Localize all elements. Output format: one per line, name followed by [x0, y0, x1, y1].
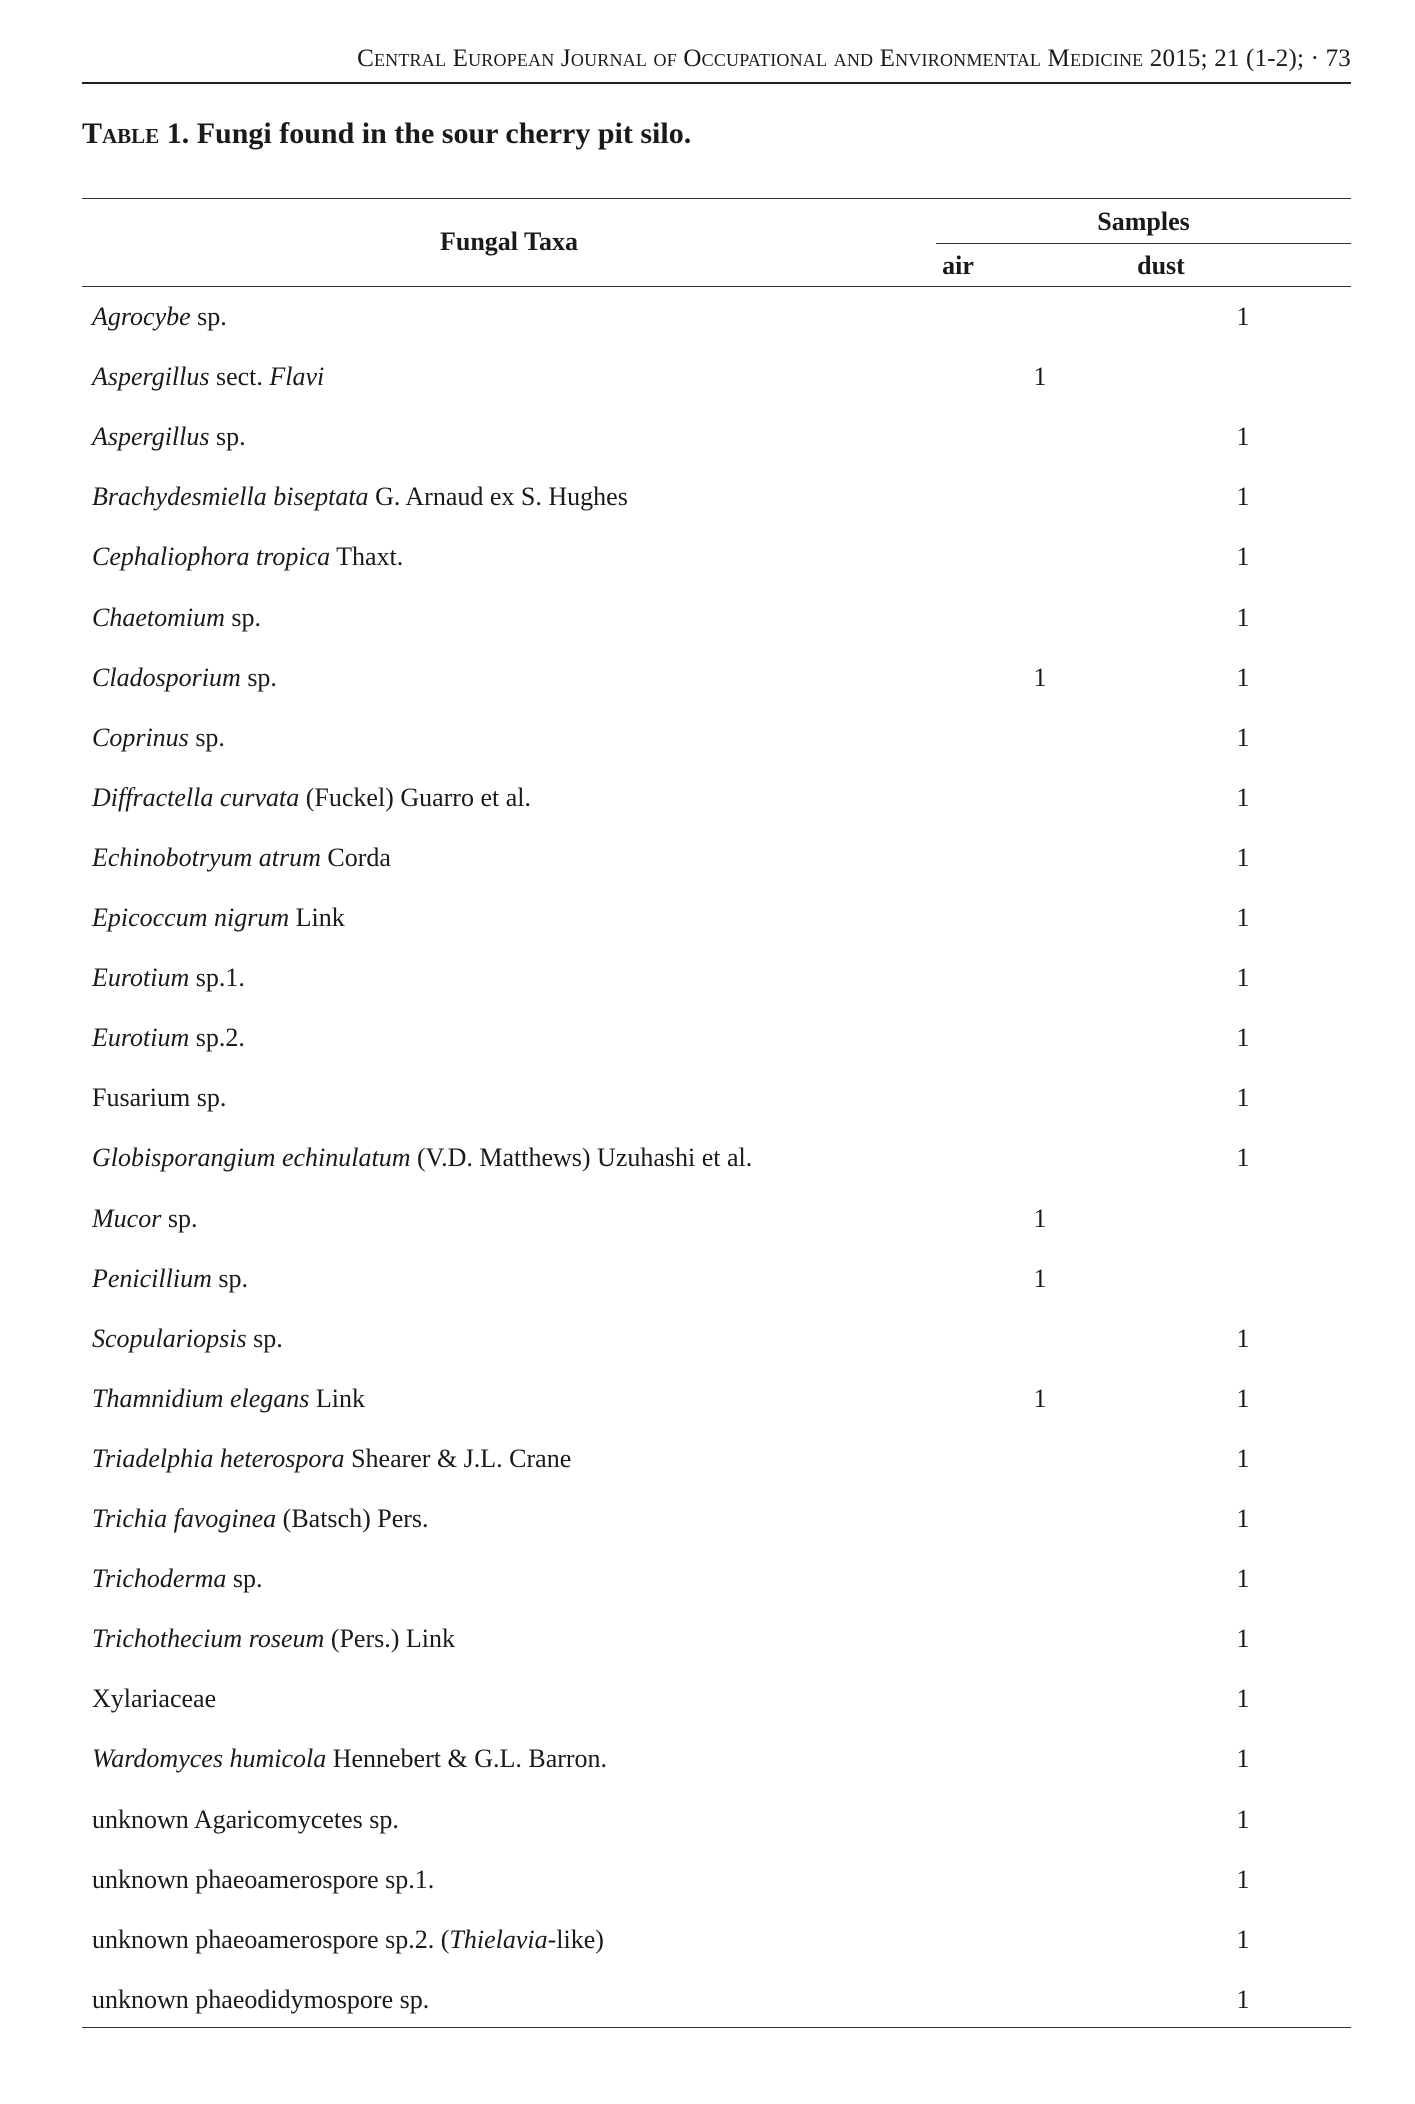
- taxon-cell: [92, 1504, 429, 1534]
- taxon-name-italic: Flavi: [269, 362, 325, 392]
- table-row: [82, 528, 1351, 588]
- dust-cell: 1: [1236, 602, 1250, 632]
- taxon-text: sp.: [211, 1263, 248, 1293]
- taxon-text: sp.2.: [189, 1023, 245, 1053]
- table-row: [82, 889, 1351, 949]
- taxon-cell: [92, 422, 246, 452]
- taxon-name-italic: Globisporangium echinulatum: [92, 1143, 411, 1173]
- taxon-text: Link: [289, 903, 345, 932]
- table-row: [82, 1730, 1351, 1790]
- taxon-cell: [92, 1985, 429, 2015]
- dust-cell: 1: [1236, 1323, 1250, 1353]
- table-row: [82, 589, 1351, 649]
- table-row: [82, 829, 1351, 889]
- taxon-text: sect.: [209, 362, 270, 392]
- dust-cell: 1: [1236, 422, 1250, 452]
- table-row: [82, 348, 1351, 408]
- dust-cell: 1: [1236, 1083, 1250, 1113]
- taxon-text: unknown phaeoamerospore sp.1.: [92, 1864, 435, 1894]
- taxon-text: (Batsch) Pers.: [276, 1504, 429, 1533]
- table-row: [82, 1490, 1351, 1550]
- table-row: [82, 1190, 1351, 1250]
- taxon-text: Xylariaceae: [92, 1684, 217, 1714]
- samples-underline-rule: [936, 243, 1351, 244]
- taxon-text: sp.: [190, 302, 227, 331]
- table-row: [82, 288, 1351, 348]
- taxon-cell: [92, 903, 345, 933]
- column-header-taxa: Fungal Taxa: [439, 227, 578, 256]
- taxon-cell: [92, 482, 628, 512]
- dust-cell: 1: [1236, 1143, 1250, 1173]
- taxon-name-italic: Echinobotryum atrum: [92, 842, 321, 872]
- taxon-text: sp.: [226, 1564, 263, 1594]
- taxon-cell: [92, 1023, 245, 1053]
- dust-cell: 1: [1236, 842, 1250, 872]
- taxon-text: sp.: [224, 602, 262, 632]
- taxon-text: Shearer & J.L. Crane: [344, 1443, 572, 1473]
- table-row: [82, 1310, 1351, 1370]
- taxon-name-italic: Brachydesmiella biseptata: [92, 482, 369, 512]
- dust-cell: 1: [1236, 1864, 1250, 1894]
- taxon-text: Fusarium sp.: [92, 1083, 227, 1113]
- taxon-cell: [92, 542, 403, 572]
- taxon-text: unknown Agaricomycetes sp.: [92, 1804, 399, 1834]
- dust-cell: 1: [1236, 1804, 1250, 1834]
- taxon-cell: [92, 1624, 455, 1654]
- taxon-name-italic: Aspergillus: [92, 422, 210, 452]
- dust-cell: 1: [1236, 903, 1250, 932]
- dust-cell: 1: [1236, 1504, 1250, 1533]
- taxon-cell: [92, 302, 227, 332]
- taxon-text: unknown phaeodidymospore sp.: [92, 1984, 430, 2014]
- dust-cell: 1: [1236, 1984, 1250, 2014]
- running-head: Central European Journal of Occupational and Environmental Medicine 2015; 21 (1-2); · 73: [82, 44, 1351, 84]
- taxon-text: (Fuckel) Guarro et al.: [299, 782, 531, 812]
- dust-cell: 1: [1236, 1383, 1250, 1413]
- taxon-text: G. Arnaud ex S. Hughes: [368, 482, 628, 512]
- header-bottom-rule: [82, 286, 1351, 287]
- taxon-name-italic: Trichoderma: [92, 1564, 227, 1594]
- table-row: [82, 649, 1351, 709]
- taxon-cell: [92, 603, 261, 633]
- table-row: [82, 468, 1351, 528]
- taxon-name-italic: Mucor: [92, 1203, 162, 1233]
- taxon-cell: [92, 963, 245, 993]
- table-top-rule: [82, 198, 1351, 199]
- taxon-name-italic: Chaetomium: [92, 602, 225, 632]
- taxon-cell: [92, 1264, 248, 1294]
- table-row: [82, 1550, 1351, 1610]
- taxon-cell: [92, 362, 324, 392]
- table-row: [82, 769, 1351, 829]
- table-row: [82, 1129, 1351, 1189]
- taxon-cell: [92, 1564, 262, 1594]
- dust-cell: 1: [1236, 542, 1250, 572]
- table-row: [82, 1670, 1351, 1730]
- taxon-cell: [92, 1744, 607, 1774]
- taxon-cell: [92, 1925, 604, 1955]
- dust-cell: 1: [1236, 302, 1250, 331]
- taxon-cell: [92, 1384, 365, 1414]
- taxon-name-italic: Coprinus: [92, 722, 189, 752]
- dust-cell: 1: [1236, 722, 1250, 752]
- taxon-text: unknown phaeoamerospore sp.2. (: [92, 1924, 450, 1954]
- air-cell: 1: [1033, 662, 1047, 692]
- taxon-text: Link: [309, 1383, 365, 1413]
- taxon-text: (V.D. Matthews) Uzuhashi et al.: [410, 1143, 753, 1173]
- taxon-name-italic: Epicoccum nigrum: [92, 903, 290, 932]
- taxon-name-italic: Diffractella curvata: [92, 782, 300, 812]
- taxon-name-italic: Penicillium: [92, 1263, 212, 1293]
- taxon-name-italic: Wardomyces humicola: [92, 1744, 327, 1774]
- taxon-cell: [92, 1865, 434, 1895]
- taxon-text: sp.: [240, 662, 277, 692]
- taxon-name-italic: Agrocybe: [92, 302, 191, 331]
- table-row: [82, 1069, 1351, 1129]
- taxon-name-italic: Cladosporium: [92, 662, 241, 692]
- dust-cell: 1: [1236, 782, 1250, 812]
- taxon-cell: [92, 1083, 226, 1113]
- table-row: [82, 709, 1351, 769]
- table-row: [82, 949, 1351, 1009]
- taxon-text: Thaxt.: [330, 542, 404, 572]
- taxon-cell: [92, 1204, 197, 1234]
- taxon-cell: [92, 1684, 216, 1714]
- column-header-samples: Samples: [1097, 207, 1190, 236]
- taxon-text: (Pers.) Link: [324, 1624, 456, 1654]
- table-row: [82, 1370, 1351, 1430]
- taxon-cell: [92, 723, 225, 753]
- taxon-cell: [92, 1324, 283, 1354]
- taxon-cell: [92, 843, 391, 873]
- taxon-text: Corda: [320, 842, 391, 872]
- table-row: [82, 1851, 1351, 1911]
- taxon-text: sp.1.: [189, 963, 245, 993]
- taxon-text: -like): [547, 1924, 604, 1954]
- table-row: [82, 1009, 1351, 1069]
- taxon-text: sp.: [161, 1203, 198, 1233]
- column-header-dust: dust: [1137, 251, 1185, 280]
- taxon-name-italic: Thielavia: [449, 1924, 548, 1954]
- taxon-name-italic: Trichothecium roseum: [92, 1624, 325, 1654]
- taxon-name-italic: Thamnidium elegans: [92, 1383, 310, 1413]
- air-cell: 1: [1033, 1203, 1047, 1233]
- table-caption: [82, 117, 691, 151]
- column-header-air: air: [942, 251, 974, 280]
- taxon-cell: [92, 1444, 571, 1474]
- dust-cell: 1: [1236, 1924, 1250, 1954]
- dust-cell: 1: [1236, 662, 1250, 692]
- taxon-cell: [92, 1805, 399, 1835]
- taxon-text: Hennebert & G.L. Barron.: [326, 1744, 608, 1774]
- taxon-name-italic: Triadelphia heterospora: [92, 1443, 345, 1473]
- table-row: [82, 408, 1351, 468]
- table-row: [82, 1250, 1351, 1310]
- taxon-name-italic: Aspergillus: [92, 362, 210, 392]
- taxon-cell: [92, 783, 531, 813]
- table-row: [82, 1911, 1351, 1971]
- dust-cell: 1: [1236, 963, 1250, 993]
- dust-cell: 1: [1236, 1564, 1250, 1594]
- air-cell: 1: [1033, 362, 1047, 392]
- dust-cell: 1: [1236, 1624, 1250, 1654]
- air-cell: 1: [1033, 1383, 1047, 1413]
- air-cell: 1: [1033, 1263, 1047, 1293]
- dust-cell: 1: [1236, 482, 1250, 512]
- taxon-name-italic: Eurotium: [92, 1023, 190, 1053]
- taxon-name-italic: Scopulariopsis: [92, 1323, 247, 1353]
- table-caption-title: Fungi found in the sour cherry pit silo.: [189, 117, 692, 150]
- taxon-name-italic: Eurotium: [92, 963, 190, 993]
- taxon-text: sp.: [209, 422, 246, 452]
- taxon-name-italic: Cephaliophora tropica: [92, 542, 331, 572]
- taxon-cell: [92, 1143, 752, 1173]
- taxon-text: sp.: [246, 1323, 283, 1353]
- dust-cell: 1: [1236, 1684, 1250, 1714]
- table-row: [82, 1610, 1351, 1670]
- dust-cell: 1: [1236, 1443, 1250, 1473]
- table-row: [82, 1430, 1351, 1490]
- dust-cell: 1: [1236, 1744, 1250, 1774]
- taxon-text: sp.: [188, 722, 225, 752]
- table-row: [82, 1791, 1351, 1851]
- taxon-name-italic: Trichia favoginea: [92, 1504, 277, 1533]
- taxon-cell: [92, 663, 277, 693]
- dust-cell: 1: [1236, 1023, 1250, 1053]
- table-caption-label: Table 1.: [82, 117, 190, 150]
- table-row: [82, 1971, 1351, 2031]
